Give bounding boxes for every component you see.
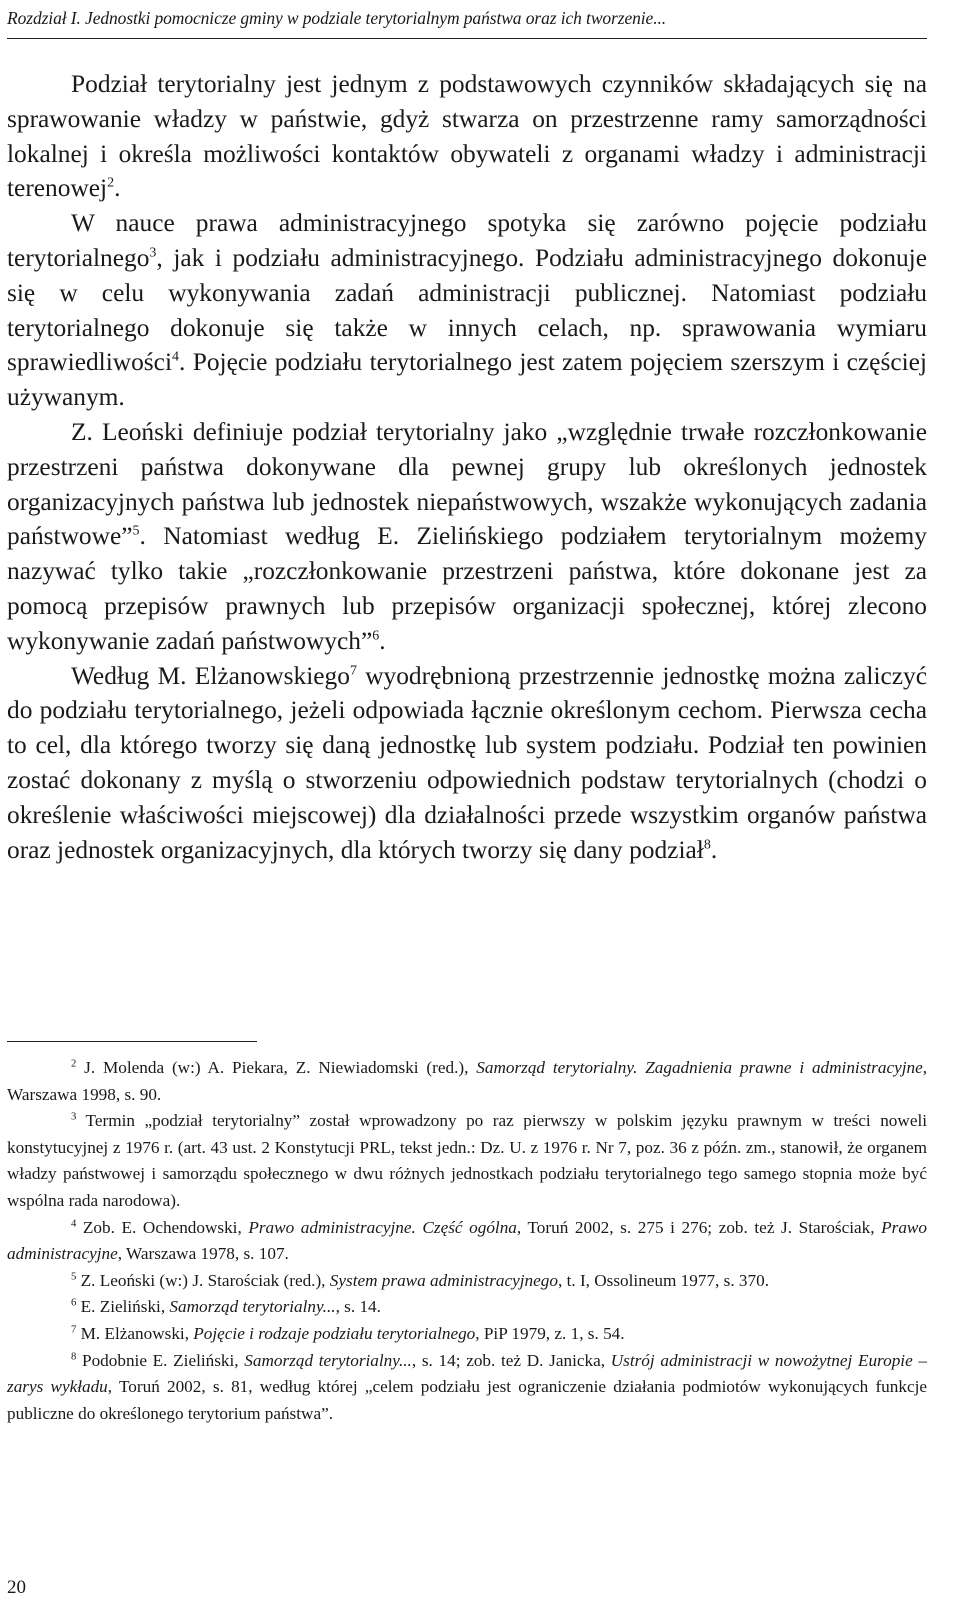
footnote-number: 2 [71, 1058, 77, 1070]
footnote-2 [7, 1055, 927, 1108]
footnote-ref-3[interactable]: 3 [149, 245, 157, 261]
footnote-text: Podobnie E. Zieliński, [76, 1350, 245, 1370]
footnote-text: Zob. E. Ochendowski, [76, 1217, 249, 1237]
paragraph-text: Z. Leoński definiuje podział terytorialny jako „względnie trwałe rozczłonkowanie przestrzeni państwa dokonywane dla pewnej grupy lub określonych jednostek organizacyjnych państwa lub jednostek niepaństwowych, wszakże wykonujących zadania państwowe” [7, 417, 927, 551]
footnote-text: , s. 14. [335, 1297, 381, 1317]
footnote-ref-6[interactable]: 6 [372, 628, 380, 644]
footnote-text: , Toruń 2002, s. 275 i 276; zob. też J. Starościak, [516, 1217, 882, 1237]
footnote-title: Prawo administracyjne. Część ogólna [248, 1217, 517, 1237]
footnote-ref-2[interactable]: 2 [107, 175, 115, 191]
footnote-3 [7, 1108, 927, 1214]
footnote-text: J. Molenda (w:) A. Piekara, Z. Niewiadomski (red.), [76, 1058, 477, 1077]
paragraph-text: . [379, 626, 386, 655]
footnote-title: System prawa administracyjnego [329, 1270, 558, 1290]
paragraph-text: Według M. Elżanowskiego [71, 661, 350, 690]
footnote-6 [7, 1294, 927, 1321]
footnote-text: , Warszawa 1998, s. 90. [7, 1058, 928, 1104]
footnote-title: Samorząd terytorialny. Zagadnienia prawne i administracyjne [476, 1058, 923, 1077]
footnote-separator [7, 1041, 257, 1042]
footnote-8 [7, 1348, 927, 1428]
footnote-title: Pojęcie i rodzaje podziału terytorialnego [193, 1323, 476, 1343]
footnote-text: Z. Leoński (w:) J. Starościak (red.), [76, 1270, 330, 1290]
footnote-number: 6 [71, 1297, 77, 1309]
footnote-7 [7, 1321, 927, 1348]
paragraph-4 [7, 659, 927, 868]
running-head: Rozdział I. Jednostki pomocnicze gminy w podziale terytorialnym państwa oraz ich tworzenie... [7, 8, 667, 28]
footnote-ref-5[interactable]: 5 [132, 523, 140, 539]
header-rule [7, 38, 927, 39]
page-number: 20 [7, 1577, 26, 1598]
footnote-text: E. Zieliński, [76, 1297, 170, 1317]
paragraph-2 [7, 206, 927, 415]
footnote-ref-8[interactable]: 8 [703, 837, 711, 853]
footnote-title: Samorząd terytorialny... [244, 1350, 412, 1370]
footnote-number: 5 [71, 1271, 77, 1283]
footnote-text: Termin „podział terytorialny” został wprowadzony po raz pierwszy w polskim języku prawnym w treści noweli konstytucyjnej z 1976 r. (art. 43 ust. 2 Konstytucji PRL, tekst jedn.: Dz. U. z 1976 r. Nr 7, poz. 36 z późn. zm., stanowił, że organem władzy państwowej i samorządu społecznego w dwu różnych jednostkach podziału terytorialnego tego samego stopnia może być wspólna rada narodowa). [7, 1111, 927, 1210]
footnote-ref-4[interactable]: 4 [172, 349, 179, 365]
paragraph-text: Podział terytorialny jest jednym z podstawowych czynników składających się na sprawowanie władzy w państwie, gdyż stwarza on przestrzenne ramy samorządności lokalnej i określa możliwości kontaktów obywateli z organami władzy i administracji terenowej [7, 70, 927, 203]
paragraph-3 [7, 415, 927, 659]
footnote-number: 7 [71, 1324, 77, 1336]
paragraph-1 [7, 67, 927, 206]
footnote-title: Samorząd terytorialny... [169, 1297, 336, 1317]
footnote-text: M. Elżanowski, [76, 1323, 194, 1343]
footnote-text: , PiP 1979, z. 1, s. 54. [475, 1323, 625, 1343]
footnote-4 [7, 1215, 927, 1268]
paragraph-text: . [710, 835, 718, 864]
footnote-title: Ustrój administracji w nowożytnej Europie – zarys wykładu [7, 1350, 927, 1397]
document-page [7, 0, 927, 1616]
paragraph-text: W nauce prawa administracyjnego spotyka się zarówno pojęcie podziału terytorialnego [7, 209, 927, 272]
paragraph-text: , jak i podziału administracyjnego. Podziału administracyjnego dokonuje się w celu wykonywania zadań administracji publicznej. Natomiast podziału terytorialnego dokonuje się także w innych celach, np. sprawowania wymiaru sprawiedliwości [7, 243, 927, 377]
body-text [7, 67, 927, 867]
footnote-number: 8 [71, 1350, 77, 1362]
footnote-number: 4 [71, 1217, 77, 1229]
footnote-number: 3 [71, 1111, 77, 1123]
paragraph-text: wyodrębnioną przestrzennie jednostkę można zaliczyć do podziału terytorialnego, jeżeli odpowiada łącznie określonym cechom. Pierwsza cecha to cel, dla którego tworzy się daną jednostkę lub system podziału. Podział ten powinien zostać dokonany z myślą o stworzeniu odpowiednich podstaw terytorialnych (chodzi o określenie właściwości miejscowej) dla działalności przede wszystkim organów państwa oraz jednostek organizacyjnych, dla których tworzy się dany podział [7, 661, 927, 864]
paragraph-text: . Natomiast według E. Zielińskiego podziałem terytorialnym możemy nazywać tylko takie „rozczłonkowanie przestrzeni państwa, które dokonane jest za pomocą przepisów prawnych lub przepisów organizacji społecznej, której zlecono wykonywanie zadań państwowych” [7, 522, 927, 655]
footnote-5 [7, 1268, 927, 1295]
paragraph-text: . [114, 174, 121, 203]
footnote-text: , Toruń 2002, s. 81, według której „celem podziału jest ograniczenie działania podmiotów wykonujących funkcje publiczne do określonego terytorium państwa”. [7, 1377, 927, 1423]
footnotes [7, 1055, 927, 1427]
footnote-title: Prawo administracyjne [7, 1217, 927, 1264]
paragraph-text: . Pojęcie podziału terytorialnego jest zatem pojęciem szerszym i częściej używanym. [7, 348, 927, 412]
footnote-ref-7[interactable]: 7 [349, 663, 357, 679]
footnote-text: , t. I, Ossolineum 1977, s. 370. [557, 1270, 770, 1290]
footnote-text: , Warszawa 1978, s. 107. [117, 1244, 289, 1264]
footnote-text: , s. 14; zob. też D. Janicka, [411, 1350, 611, 1370]
